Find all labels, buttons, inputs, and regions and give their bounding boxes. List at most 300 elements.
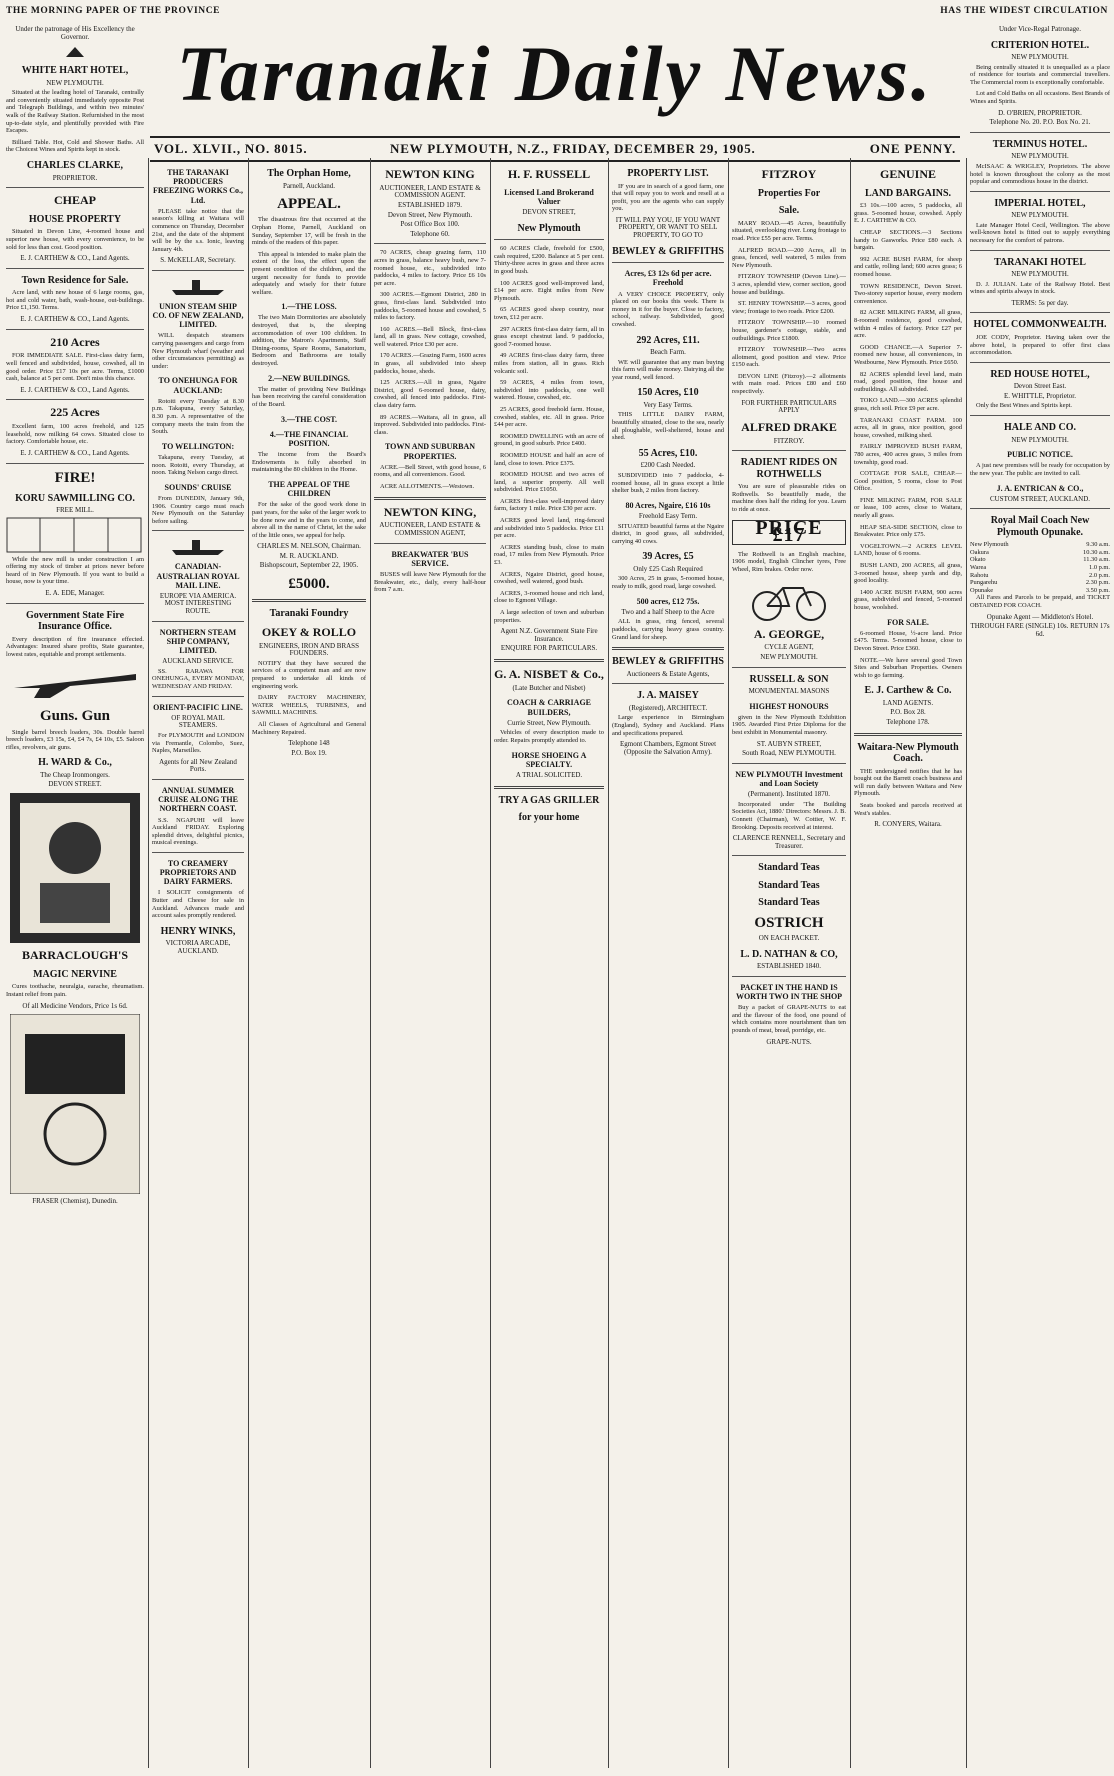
coach-builders-text: Vehicles of every description made to order. Repairs promptly attended to. [494,729,604,744]
ostrich-subtitle: ON EACH PACKET. [758,934,820,943]
column-rule [850,158,851,1768]
listing-13: ACRES standing bush, close to main road, 17 miles from New Plymouth. Price £3. [494,543,604,567]
acres-225-text: Excellent farm, 100 acres freehold, and 125 leasehold, now milking 64 cows. Situated close to factory. Comfortable house, etc. [6,423,144,446]
coach-heading: Waitara-New Plymouth Coach. [857,741,959,765]
gun-illustration [10,662,140,702]
timetable-row [970,549,1110,557]
appeal-paragraph-6: For the sake of the good work done in past years, for the sake of the larger work to be done now and in the years to come, and above all in the name of Christ, let the sake of the little ones, we appeal for help. [252,501,366,539]
newton-king-subtitle-2: AUCTIONEER, LAND ESTATE & COMMISSION AGENT, [379,521,481,537]
taranaki-hotel-terms: TERMS: 5s per day. [1011,298,1069,307]
timetable-time: 1.0 p.m. [1089,564,1110,572]
entrican-name: J. A. ENTRICAN & CO., [996,483,1084,493]
appeal-heading: APPEAL. [277,196,341,213]
listing-2-subtitle: Beach Farm. [650,348,686,356]
okey-rollo-footer: All Classes of Agricultural and General Machinery Repaired. [252,720,366,736]
newton-king-heading-2: NEWTON KING, [383,504,477,519]
bush-farm: FAIRLY IMPROVED BUSH FARM, 780 acres, 400 acres grass, 3 miles from township, good road. [854,443,962,466]
fitzroy-subtitle: Properties For [757,187,821,199]
column-rule [370,158,371,1768]
public-notice-heading: PUBLIC NOTICE. [1007,450,1073,460]
listing-4-heading: 55 Acres, £10. [638,447,698,459]
nisbet-heading: G. A. NISBET & Co., [494,666,604,681]
winks-location: VICTORIA ARCADE, AUCKLAND. [165,939,231,955]
patronage-note: Under Vice-Regal Patronage. [998,25,1082,33]
coach-builders-address: Currie Street, New Plymouth. [507,718,591,727]
house-property-text: Situated in Devon Line, 4-roomed house and superior new house, with every convenience, to be sold for less than cost. Good position. [6,228,144,251]
genuine-heading: GENUINE [879,167,936,181]
rothwells-heading: RADIENT RIDES ON ROTHWELLS [740,457,838,480]
proprietor-title: PROPRIETOR. [52,173,98,182]
listing-3-subtitle: Very Easy Terms. [643,400,693,409]
orient-text: For PLYMOUTH and LONDON via Fremantle, Colombo, Suez, Naples, Marseilles. [152,731,244,755]
town-properties-heading: TOWN AND SUBURBAN PROPERTIES. [384,442,476,461]
northern-steam-subtitle: AUCKLAND SERVICE. [162,657,234,666]
appeal-paragraph-4: The matter of providing New Buildings has been receiving the careful consideration of the Board. [252,385,366,408]
vogeltown-land: VOGELTOWN.—2 ACRES LEVEL LAND, house of 6 rooms. [854,542,962,558]
hale-location: NEW PLYMOUTH. [1011,435,1069,444]
sell-heading: IT WILL PAY YOU, IF YOU WANT PROPERTY, OR WANT TO SELL PROPERTY, TO GO TO [615,215,721,240]
timetable-row [970,541,1110,549]
price-table-illustration [6,517,142,553]
standard-teas-1: Standard Teas [758,862,820,874]
timetable-row [970,556,1110,564]
fare-agent: Opunake Agent — Middleton's Hotel. [986,612,1094,621]
gas-griller-heading: TRY A GAS GRILLER [498,794,600,806]
listing-11: ACRES first-class well-improved dairy farm, factory 1 mile. Price £30 per acre. [494,497,604,513]
listing-1-heading: Acres, £3 12s 6d per acre. Freehold [624,269,712,288]
cheap-sections: CHEAP SECTIONS.—3 Sections handy to Gasworks. Price £80 each. A bargain. [854,229,962,252]
timetable [970,541,1110,594]
timetable-place: Okato [970,556,986,564]
hotel-location: NEW PLYMOUTH. [46,78,104,87]
okey-rollo-name: OKEY & ROLLO [261,624,357,639]
maisey-heading: J. A. MAISEY [637,690,699,702]
rarawa-text: SS. RARAWA FOR ONEHUNGA, EVERY MONDAY, WEDNESDAY AND FRIDAY. [152,667,244,690]
onehunga-heading: TO ONEHUNGA FOR AUCKLAND: [158,376,238,395]
russell-son-address: South Road, NEW PLYMOUTH. [742,749,836,758]
listing-4: 82 ACRE MILKING FARM, all grass, 8-roomed residence, good cowshed, within 4 miles of factory. Price £27 per acre. [854,309,962,340]
timetable-place: Oakura [970,548,989,556]
column-4 [374,162,486,1772]
public-notice-text: A just new premises will be ready for occupation by the new year. The public are invited to call. [970,462,1110,477]
appeal-signature-bishop: M. R. AUCKLAND. [279,551,339,560]
bicycle-icon [749,578,829,622]
proprietor-name: CHARLES CLARKE, [26,160,124,172]
timetable-time: 3.50 p.m. [1085,586,1110,594]
column-rule [966,158,967,1768]
appeal-section-loss: 1.—THE LOSS. [281,302,337,312]
george-subtitle: CYCLE AGENT, [764,643,814,652]
listing-3-text: THIS LITTLE DAIRY FARM, beautifully situated, close to the sea, nearly all ploughable, well-sheltered, house and shed. [612,411,724,442]
hotel-name: WHITE HART HOTEL, [21,65,129,77]
listing-7-subtitle: Two and a half Sheep to the Acre [621,607,715,616]
ward-subtitle: The Cheap Ironmongers. [40,770,110,779]
acres-210-text: FOR IMMEDIATE SALE. First-class dairy farm, well fenced and subdivided, house, cowshed, all in good order. Price £17 10s per acre. Terms, £1000 cash, balance at 5 per cent. Don't miss this chance. [6,352,144,383]
listing-6-text: 300 Acres, 25 in grass, 5-roomed house, ready to milk, good road, large cowshed. [612,575,724,590]
listing-7-heading: 500 acres, £12 75s. [636,596,700,606]
column-rule [608,158,609,1768]
drake-name: ALFRED DRAKE [741,419,837,434]
freezing-text: PLEASE take notice that the season's killing at Waitara will commence on Thursday, December 21st, and the date of the shipment will be by the s.s. Ionic, leaving January 4th. [152,207,244,253]
listing-6: 59 ACRES, 4 miles from town, subdivided into paddocks, one well watered. House, cowshed, etc. [494,379,604,402]
column-rule [490,158,491,1768]
summer-cruise-text: S.S. NGAPUHI will leave Auckland FRIDAY. Exploring splendid drives, delightful picnics, musical evenings. [152,816,244,847]
listing-1-text: A VERY CHOICE PROPERTY, only placed on our books this week. There is money in it for the buyer. Close to factory, school, railway. Subdivided, good cowshed. [612,290,724,328]
agent-name: E. J. CARTHEW & CO., Land Agents. [20,385,130,394]
listing-10: ROOMED HOUSE and two acres of land, a superior property. All well subdivided. Price £1050. [494,471,604,494]
union-steam-text: WILL despatch steamers carrying passengers and cargo from New Plymouth wharf (weather and other circumstances permitting) as under: [152,332,244,370]
insurance-text: Every description of fire insurance effected. Advantages: Insured share profits, State guarantee, lowest rates, equitable and prompt settlements. [6,635,144,658]
red-house-location: Devon Street East. [1013,382,1067,391]
sawmill-subtitle: FREE MILL. [56,506,94,515]
agent-name: E. J. CARTHEW & CO., Land Agents. [20,254,130,263]
gas-griller-subtitle: for your home [518,812,580,823]
timetable-time: 2.30 p.m. [1085,579,1110,587]
for-sale-text: 6-roomed House, ½-acre land. Price £475. Terms. 5-roomed house, close to Devon Street. Price £360. [854,629,962,652]
listing-14: ACRES, Ngaire District, good house, cowshed, well watered, good bush. [494,570,604,586]
creamery-heading: TO CREAMERY PROPRIETORS AND DAIRY FARMERS. [159,858,237,887]
maisey-address: Egmont Chambers, Egmont Street (Opposite the Salvation Army). [619,740,717,756]
column-rule [248,158,249,1768]
freezing-heading: THE TARANAKI PRODUCERS FREEZING WORKS Co., Ltd. [152,168,244,205]
ostrich-brand: OSTRICH [754,914,824,931]
appeal-paragraph-2: This appeal is intended to make plain the extent of the loss, the effect upon the present condition of the children, and the urgent necessity for funds to provide adequately and wisely for their future welfare. [252,250,366,296]
taranaki-hotel-heading: TARANAKI HOTEL [994,256,1086,268]
listing-3-heading: 150 Acres, £10 [637,387,699,399]
sawmill-text: While the new mill is under construction I am offering my stock of timber at prices never before heard of in New Plymouth. If you want to build a house, now is your time. [6,555,144,586]
listing-6-heading: 39 Acres, £5 [642,551,694,563]
fitzroy-heading: FITZROY [761,167,817,181]
carthew-subtitle: LAND AGENTS. [882,698,934,707]
hotel-amenities: Billiard Table. Hot, Cold and Shower Baths. All the Choicest Wines and Spirits kept in stock. [6,138,144,154]
newspaper-title: Taranaki Daily News. [176,30,934,117]
creamery-text: I SOLICIT consignments of Butter and Cheese for sale in Auckland. Advances made and account sales promptly rendered. [152,889,244,920]
summer-cruise-heading: ANNUAL SUMMER CRUISE ALONG THE NORTHERN COAST. [158,785,238,814]
seaside-section: HEAP SEA-SIDE SECTION, close to Breakwater. Price only £75. [854,523,962,539]
orient-agent: Agents for all New Zealand Ports. [159,757,237,774]
listing-2: 300 ACRES.—Egmont District, 280 in grass, first-class land. Subdivided into paddocks, 5-roomed house and cowshed, 5 miles to factory. [374,291,486,322]
insurance-heading: Government State Fire Insurance Office. [25,609,125,633]
nervine-text: Cures toothache, neuralgia, earache, rheumatism. Instant relief from pain. [6,983,144,998]
russell-subtitle: Licensed Land Brokerand Valuer [504,187,594,206]
society-subtitle: (Permanent). Instituted 1870. [747,790,831,799]
agent-name: E. J. CARTHEW & CO., Land Agents. [20,315,130,324]
newton-king-heading: NEWTON KING [385,167,475,181]
ward-location: DEVON STREET. [48,780,102,789]
maisey-subtitle: (Registered), ARCHITECT. [628,703,708,712]
royal-mail-coach-heading: Royal Mail Coach New Plymouth Opunake. [990,515,1090,538]
volume-number: VOL. XLVII., NO. 8015. [154,141,308,156]
red-house-text: Only the Best Wines and Spirits kept. [976,402,1073,410]
criterion-text-2: Lot and Cold Baths on all occasions. Best Brands of Wines and Spirits. [970,90,1110,106]
sounds-text: From DUNEDIN, January 9th, 1906. Country cargo must reach New Plymouth on the Saturday before sailing. [152,494,244,525]
timetable-place: Pungarehu [970,579,998,587]
listing-5-heading: 80 Acres, Ngaire, £16 10s [625,500,711,510]
masthead [150,14,960,134]
timetable-place: Rahotu [970,571,989,579]
winks-name: HENRY WINKS, [160,925,236,937]
maisey-text: Large experience in Birmingham (England), Sydney and Auckland. Plans and specifications prepared. [612,714,724,737]
listing-6: FITZROY TOWNSHIP.—Two acres allotment, good position and view. Price £150 each. [732,346,846,369]
nathan-name: L. D. NATHAN & CO, [740,948,838,960]
particulars-note: FOR FURTHER PARTICULARS APPLY [741,398,837,415]
newton-king-telephone: Telephone 60. [410,229,450,238]
timetable-time: 9.30 a.m. [1086,541,1110,549]
listing-4: 297 ACRES first-class dairy farm, all in grass except chestnut land. 9 paddocks, good 7-roomed house. [494,325,604,348]
dateline [150,136,960,162]
sounds-heading: SOUNDS' CRUISE [164,482,232,492]
property-list-heading: PROPERTY LIST. [627,168,709,179]
timetable-row [970,572,1110,580]
coach-signature: R. CONYERS, Waitara. [874,820,942,829]
coach-builders-heading: COACH & CARRIAGE BUILDERS, [507,698,591,717]
newton-king-established: ESTABLISHED 1879. [398,200,462,209]
timetable-place: Warea [970,564,987,572]
breakwater-heading: BREAKWATER 'BUS SERVICE. [391,549,469,568]
toothache-illustration [10,1014,140,1194]
russell-son-honours: HIGHEST HONOURS [749,701,829,711]
ward-name: H. WARD & Co., [38,757,112,769]
listing-3: 160 ACRES.—Bell Block, first-class land, all in grass. New cottage, cowshed, well watered. Price £30 per acre. [374,325,486,348]
society-secretary: CLARENCE RENNELL, Secretary and Treasurer. [732,834,846,850]
appeal-paragraph-3: The two Main Dormitories are absolutely destroyed, that is, the sleeping accommodation of over 100 children. In addition, the Matron's Apartments, Staff Dining-rooms, Spare Rooms, Sanatorium, Bedroom and Bathrooms are totally destroyed. [252,314,366,368]
patronage-note: Under the patronage of His Excellency the Governor. [15,25,135,41]
good-chance: GOOD CHANCE.—A Superior 7-roomed new house, all conveniences, in Westbourne, New Plymouth. Price £650. [854,343,962,366]
orient-subtitle: OF ROYAL MAIL STEAMERS. [171,713,225,730]
listing-2: ALFRED ROAD.—200 Acres, all in grass, fenced, well watered, 5 miles from New Plymouth. [732,246,846,269]
listing-3: 65 ACRES good sheep country, near town, £12 per acre. [494,306,604,322]
wellington-text: Takapuna, every Tuesday, at noon. Rotoiti, every Thursday, at noon. Taking Nelson cargo direct. [152,453,244,477]
criterion-text: Being centrally situated it is unequalled as a place of residence for tourists and commercial travellers. The Commercial room is exceptionally comfortable. [970,63,1110,86]
cottage-sale: COTTAGE FOR SALE, CHEAP.—Good position, 5 rooms, close to Post Office. [854,470,962,493]
steamer-icon [168,276,228,296]
listing-4-subtitle: £200 Cash Needed. [640,461,696,470]
appeal-paragraph-1: The disastrous fire that occurred at the Orphan Home, Parnell, Auckland on Sunday, September 17, will be fresh in the minds of the readers of this paper. [252,216,366,247]
listing-5: 125 ACRES.—All in grass, Ngaire District, good 6-roomed house, dairy, cowshed, all fenced into paddocks. First-class dairy farm. [374,379,486,410]
russell-son-heading: RUSSELL & SON [749,673,829,685]
fire-heading: FIRE! [54,469,96,486]
listing-9: ROOMED HOUSE and half an acre of land, close to town. Price £375. [494,451,604,467]
house-property-heading: HOUSE PROPERTY [28,213,122,225]
drake-location: FITZROY. [773,436,805,445]
fare-price: THROUGH FARE (SINGLE) 10s. RETURN 17s 6d. [970,622,1110,638]
column-1 [6,24,144,1772]
price-box [732,516,846,547]
timetable-time: 11.30 a.m. [1083,556,1110,564]
breakwater-text: BUSES will leave New Plymouth for the Breakwater, etc., daily, every half-hour from 7 a.m. [374,570,486,594]
bicycle-price: PRICE £17 [755,516,823,547]
commonwealth-heading: HOTEL COMMONWEALTH. [973,319,1107,331]
column-9 [970,24,1110,1772]
listing-6: 89 ACRES.—Waitara, all in grass, all improved. Subdivided into paddocks. First-class. [374,413,486,436]
town-residence-heading: Town Residence for Sale. [21,274,129,286]
listing-7: 25 ACRES, good freehold farm. House, cowshed, stables, etc. All in grass. Price £44 per acre. [494,405,604,429]
grape-nuts-text: Buy a packet of GRAPE-NUTS to eat and the flavour of the food, one pound of which contains more nourishment than ten pounds of meat, bread, porridge, etc. [732,1004,846,1034]
okey-rollo-box: P.O. Box 19. [291,748,327,757]
criterion-signature: D. O'BRIEN, PROPRIETOR. [998,108,1082,117]
russell-heading: H. F. RUSSELL [507,167,591,181]
coast-farm: TARANAKI COAST FARM. 100 acres, all in grass, nice position, good house, cowshed, milking shed. [854,416,962,439]
appeal-section-children: THE APPEAL OF THE CHILDREN [268,479,350,499]
listing-1: MARY ROAD.—45 Acres, beautifully situated, overlooking river. Long frontage to road. Price £55 per acre. Terms. [732,219,846,242]
nervine-illustration [10,793,140,943]
okey-rollo-text: NOTIFY that they have secured the services of a competent man and are now prepared to undertake all kinds of engineering work. [252,659,366,690]
timetable-place: Opunake [970,586,994,594]
newton-king-address: Devon Street, New Plymouth. [387,210,473,219]
criterion-telephone: Telephone No. 20. P.O. Box No. 21. [989,118,1091,127]
nervine-product: MAGIC NERVINE [33,968,117,980]
george-location: NEW PLYMOUTH. [760,652,818,661]
listing-3: TOWN RESIDENCE, Devon Street. Two-storey superior house, every modern convenience. [854,282,962,305]
red-house-heading: RED HOUSE HOTEL, [990,368,1090,380]
listing-6: 1400 ACRE BUSH FARM, 900 acres grass, subdivided and fenced, 5-roomed house, woolshed. [854,588,962,612]
society-text: Incorporated under 'The Building Societies Act, 1880.' Directors: Messrs. J. B. Connett (Chairman), W. Cottier, W. F. Brooking. Deposits received at interest. [732,800,846,831]
orphan-home-heading: The Orphan Home, [267,168,351,179]
timetable-row [970,579,1110,587]
entrican-address: CUSTOM STREET, AUCKLAND. [989,494,1091,503]
allotments-text: ACRE ALLOTMENTS.—Westown. [380,482,475,490]
column-7 [732,162,846,1772]
freezing-signature: S. McKELLAR, Secretary. [160,256,236,265]
column-2 [152,162,244,1772]
listing-8: ROOMED DWELLING with an acre of ground, in good suburb. Price £400. [494,432,604,448]
land-bargains-heading: LAND BARGAINS. [864,187,952,199]
listing-4-text: SUBDIVIDED into 7 paddocks, 4-roomed house, all in grass except a little shelter bush, 2 miles from factory. [612,471,724,495]
listing-7-text: ALL in grass, ring fenced, several paddocks, carrying heavy grass country. Grand land for sheep. [612,618,724,641]
bush-land: BUSH LAND, 200 ACRES, all grass, 3-roomed house, sheep yards and dip, good locality. [854,562,962,585]
tagline-right: HAS THE WIDEST CIRCULATION [940,6,1108,16]
property-list-intro: IF you are in search of a good farm, one that will repay you to work and resell at a profit, you are the agents who can supply you. [612,182,724,213]
taranaki-hotel-text: D. J. JULIAN. Late of the Railway Hotel. Best wines and spirits always in stock. [970,280,1110,296]
criterion-location: NEW PLYMOUTH. [1011,53,1069,62]
northern-steam-heading: NORTHERN STEAM SHIP COMPANY, LIMITED. [159,627,237,656]
agent-name: E. J. CARTHEW & CO., Land Agents. [20,449,130,458]
coach-text: THE undersigned notifies that he has bought out the Barrett coach business and will run daily between Waitara and New Plymouth. [854,767,962,798]
bewley-griffiths-heading-2: BEWLEY & GRIFFITHS [612,656,724,668]
george-name: A. GEORGE, [753,626,825,641]
crest-icon [64,45,86,59]
imperial-heading: IMPERIAL HOTEL, [994,197,1086,209]
town-properties-text: ACRE.—Bell Street, with good house, 6 rooms, and all conveniences. Good. [374,463,486,479]
okey-rollo-telephone: Telephone 148 [288,739,330,748]
listing-7: DEVON LINE (Fitzroy).—2 allotments with main road. Prices £80 and £60 respectively. [732,372,846,396]
column-8 [854,162,962,1772]
listing-4: ST. HENRY TOWNSHIP.—3 acres, good view; frontage to two roads. Price £200. [732,300,846,315]
standard-teas-2: Standard Teas [758,879,820,891]
listing-6-subtitle: Only £25 Cash Required [633,564,703,573]
listing-5-text: SITUATED beautiful farms at the Ngaire district, in good grass, all subdivided, carrying 40 cows. [612,522,724,545]
bewley-griffiths-heading: BEWLEY & GRIFFITHS [612,245,724,257]
canadian-heading: CANADIAN-AUSTRALIAN ROYAL MAIL LINE. [156,562,240,590]
tagline-left: THE MORNING PAPER OF THE PROVINCE [6,6,221,16]
insurance-agent: Agent N.Z. Government State Fire Insurance. [500,627,598,643]
appeal-amount: £5000. [288,576,330,593]
wellington-heading: TO WELLINGTON: [161,441,235,451]
appeal-paragraph-5: The income from the Board's Endowments is fully absorbed in maintaining the 80 children in the Home. [252,451,366,474]
onehunga-text: Rotoiti every Tuesday at 8.30 p.m. Takapuna, every Saturday, 8.30 p.m. A representative of the company meets the train from the South. [152,397,244,436]
nervine-brand: BARRACLOUGH'S [21,948,128,963]
column-3 [252,162,366,1772]
issue-price: ONE PENNY. [869,141,956,156]
sawmill-signature: E. A. EDE, Manager. [45,588,105,597]
cheap-heading: CHEAP [54,193,96,208]
listing-4: 170 ACRES.—Grazing Farm, 1600 acres in grass, all subdivided into sheep paddocks, house, sheds. [374,352,486,375]
carthew-name: E. J. Carthew & Co. [864,685,952,697]
imperial-text: Late Manager Hotel Cecil, Wellington. The above well-known hotel is fitted out to supply everything necessary for the comfort of patrons. [970,221,1110,244]
column-6 [612,162,724,1772]
appeal-section-buildings: 2.—NEW BUILDINGS. [268,373,350,383]
orient-heading: ORIENT-PACIFIC LINE. [153,702,243,712]
nisbet-subtitle: (Late Butcher and Nisbet) [512,683,586,692]
enquire-note: ENQUIRE FOR PARTICULARS. [500,644,598,653]
steamer-icon [168,536,228,556]
listing-5: 82 ACRES splendid level land, main road, good position, fine house and outbuildings. All subdivided. [854,370,962,393]
terminus-location: NEW PLYMOUTH. [1011,152,1069,161]
issue-date: NEW PLYMOUTH, N.Z., FRIDAY, DECEMBER 29, 1905. [390,141,756,156]
guns-heading: Guns. Gun [39,708,111,725]
timetable-place: New Plymouth [970,541,1009,549]
appeal-section-finance: 4.—THE FINANCIAL POSITION. [269,429,349,448]
toko-land: TOKO LAND.—300 ACRES splendid grass, rich soil. Price £9 per acre. [854,397,962,412]
taranaki-hotel-location: NEW PLYMOUTH. [1011,270,1069,279]
listing-2-heading: 292 Acres, £11. [636,334,700,346]
russell-son-subtitle: MONUMENTAL MASONS [748,687,830,696]
foundry-heading: Taranaki Foundry [269,608,349,620]
appeal-signature-chairman: CHARLES M. NELSON, Chairman. [257,542,361,551]
newton-king-box: Post Office Box 100. [400,220,460,229]
grape-nuts-heading: PACKET IN THE HAND IS WORTH TWO IN THE SHOP [735,982,843,1001]
hotel-description: Situated at the leading hotel of Taranaki, centrally and conveniently situated immediately opposite Post and Telegraph Buildings, and within two minutes' walk of the Railway Station. Refurnished in the most up-to-date style, and plentifully provided with Fire Escapes. [6,89,144,135]
listing-15: ACRES, 3-roomed house and rich land, close to Egmont Village. [494,589,604,605]
town-residence-text: Acre land, with new house of 6 large rooms, gas, hot and cold water, bath, wash-house, out-buildings. Price £1,150. Terms. [6,289,144,312]
nervine-footer: Of all Medicine Vendors, Price 1s 6d. [22,1001,128,1010]
sawmill-name: KORU SAWMILLING CO. [15,492,135,504]
listing-2-text: WE will guarantee that any man buying this farm will make money. Dairying all the year round, well fenced. [612,358,724,381]
appeal-date: Bishopscourt, September 22, 1905. [259,561,359,570]
terminus-text: McISAAC & WRIGLEY, Proprietors. The above hotel is known throughout the colony as the most popular and commodious house in the district. [970,162,1110,186]
standard-teas-3: Standard Teas [758,897,820,909]
fare-note: All Fares and Parcels to be prepaid, and TICKET OBTAINED FOR COACH. [970,594,1110,610]
imperial-location: NEW PLYMOUTH. [1011,211,1069,220]
listing-1: 70 ACRES, cheap grazing farm, 110 acres in grass, balance heavy bush, new 7-roomed house, etc., subdivided into paddocks, 4 miles to factory. Price £6 10s per acre. [374,249,486,287]
terminus-heading: TERMINUS HOTEL. [992,138,1088,150]
listing-2: 992 ACRE BUSH FARM, for sheep and cattle, rolling land; 600 acres grass; 6 roomed house. [854,255,962,279]
fitzroy-sale: Sale. [778,205,800,217]
listing-2: 100 ACRES good well-improved land, £14 per acre. Eight miles from New Plymouth. [494,279,604,302]
listing-5: 49 ACRES first-class dairy farm, three miles from station, all in grass. Rich volcanic soil. [494,352,604,375]
coach-footer: Seats booked and parcels received at West's stables. [854,802,962,817]
timetable-row [970,564,1110,572]
newton-king-subtitle: AUCTIONEER, LAND ESTATE & COMMISSION AGENT. [379,183,481,200]
carthew-telephone: Telephone 178. [886,718,930,727]
russell-son-street: ST. AUBYN STREET, [756,739,822,748]
listing-16: A large selection of town and suburban properties. [494,609,604,624]
timetable-time: 2.0 p.m. [1089,571,1110,579]
timetable-time: 10.30 a.m. [1083,548,1110,556]
society-heading: NEW PLYMOUTH Investment and Loan Society [735,769,843,789]
listing-1: £3 10s.—100 acres, 5 paddocks, all grass. 5-roomed house, cowshed. Apply E. J. CARTHEW & CO. [854,202,962,225]
rothwells-text: You are sure of pleasurable rides on Rothwells. So beautifully made, the machine does half the riding for you. Learn to ride at once. [732,483,846,514]
nathan-established: ESTABLISHED 1840. [757,962,821,971]
acres-210-heading: 210 Acres [50,334,100,349]
column-5 [494,162,604,1772]
appeal-section-cost: 3.—THE COST. [280,414,338,424]
for-sale-heading: FOR SALE. [887,617,929,627]
acres-225-heading: 225 Acres [50,405,100,420]
grape-nuts-footer: GRAPE-NUTS. [766,1037,812,1046]
listing-12: ACRES good level land, ring-fenced and subdivided into 5 paddocks. Price £11 per acre. [494,517,604,540]
chemist-name: FRASER (Chemist), Dunedin. [32,1197,118,1206]
